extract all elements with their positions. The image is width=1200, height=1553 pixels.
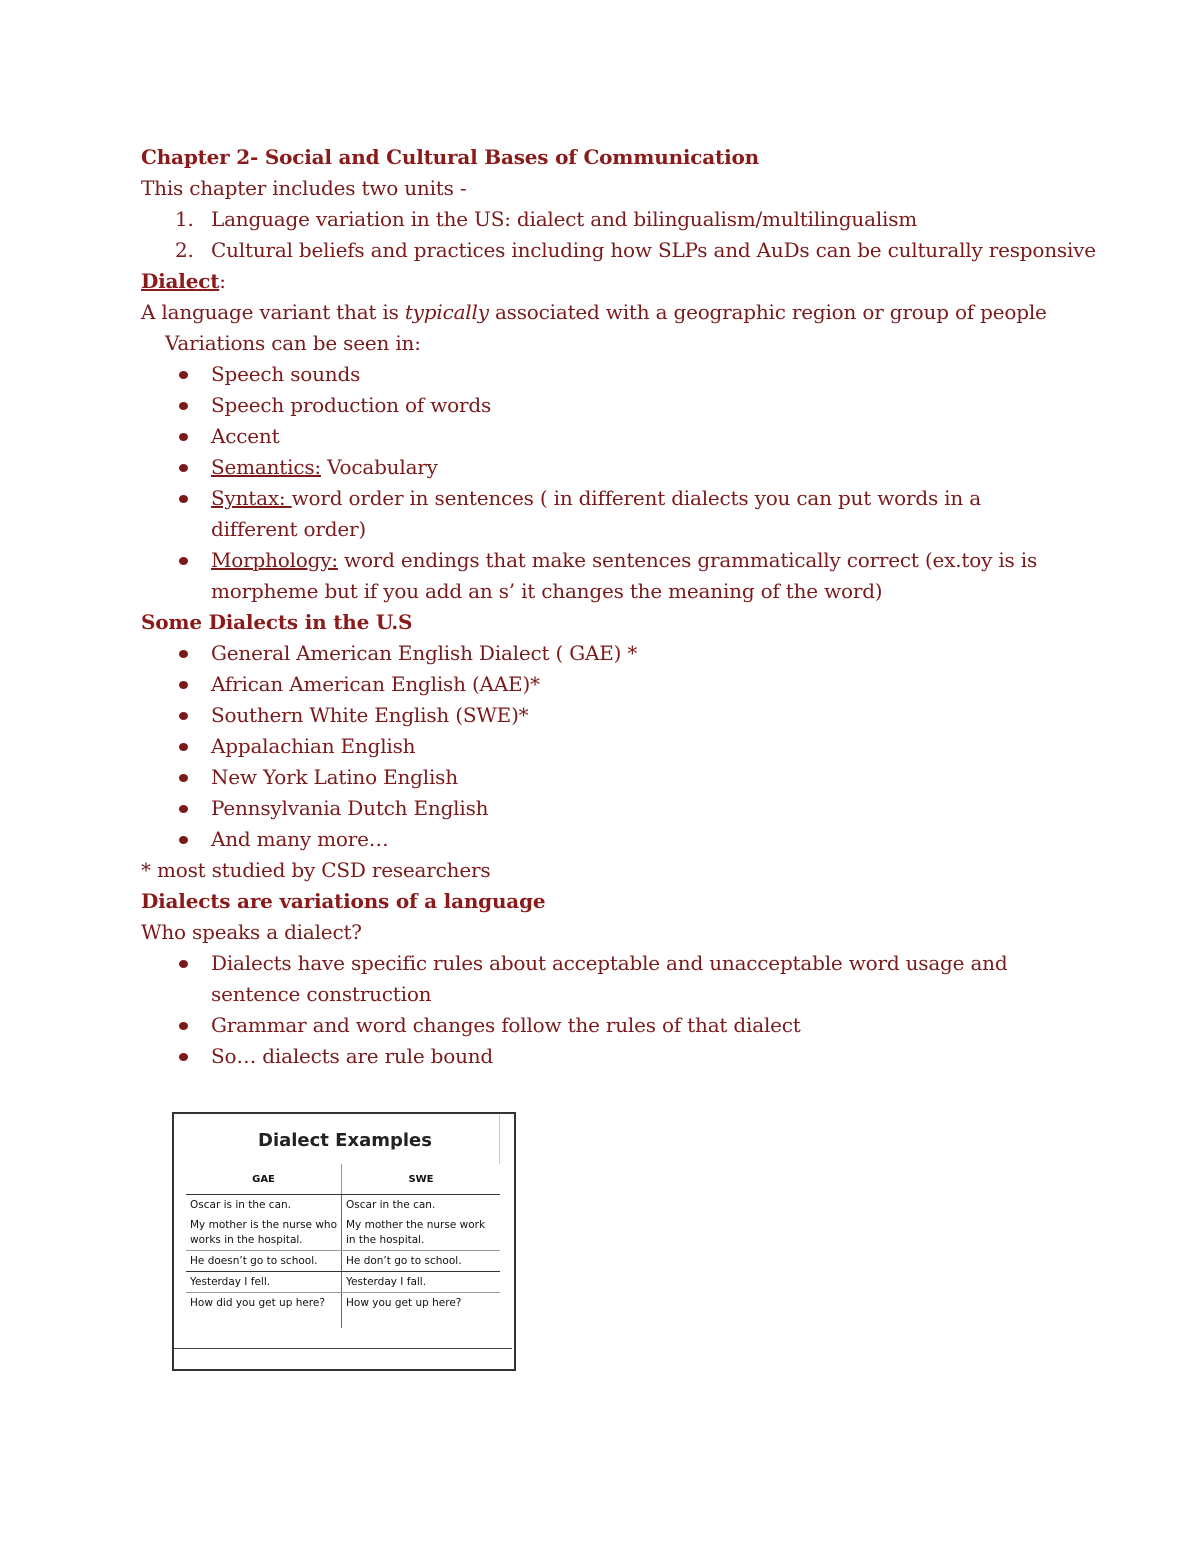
bullet-icon [179,836,188,844]
list-item: General American English Dialect ( GAE) * [141,638,1071,669]
divider [499,1114,500,1164]
us-dialects-list [141,638,1071,855]
us-dialects-heading: Some Dialects in the U.S [141,610,413,634]
who-speaks: Who speaks a dialect? [141,920,362,944]
list-item: Speech production of words [141,390,1071,421]
dialect-heading-line: Dialect: [141,269,226,293]
list-item: New York Latino English [141,762,1071,793]
bullet-icon [179,743,188,751]
list-item: So… dialects are rule bound [141,1041,1071,1072]
table-row [186,1215,500,1251]
bullet-icon [179,402,188,410]
bullet-icon [179,464,188,472]
list-item: African American English (AAE)* [141,669,1071,700]
bullet-icon [179,1022,188,1030]
document-page [141,142,1096,1072]
intro-text: This chapter includes two units - [141,176,467,200]
list-item: Dialects have specific rules about acceptable and unacceptable word usage and sentence construction [141,948,1071,1010]
variations-list [141,359,1071,607]
list-item: Speech sounds [141,359,1071,390]
bullet-icon [179,650,188,658]
list-item: 2. Cultural beliefs and practices including how SLPs and AuDs can be culturally responsive [175,238,1096,262]
table-cell: Oscar in the can. [346,1199,436,1211]
bullet-icon [179,557,188,565]
table-cell: How you get up here? [346,1297,462,1309]
table-row [186,1293,500,1329]
figure-title: Dialect Examples [258,1130,432,1151]
bullet-icon [179,805,188,813]
table-row [186,1195,500,1216]
bullet-icon [179,960,188,968]
table-cell: Yesterday I fell. [186,1272,342,1293]
dialect-heading: Dialect [141,269,220,293]
table-cell: My mother is the nurse who works in the hospital. [186,1215,342,1251]
footnote: * most studied by CSD researchers [141,858,491,882]
dialect-examples-table [186,1164,500,1328]
list-item: Syntax: word order in sentences ( in different dialects you can put words in a different order) [141,483,1071,545]
list-item: Morphology: word endings that make sentences grammatically correct (ex.toy is is morpheme but if you add an s’ it changes the meaning of the word) [141,545,1071,607]
list-item: Semantics: Vocabulary [141,452,1071,483]
variations-heading: Dialects are variations of a language [141,889,546,913]
table-cell: My mother the nurse work in the hospital. [342,1215,501,1251]
list-item: And many more… [141,824,1071,855]
variations-intro: Variations can be seen in: [165,331,421,355]
divider [174,1348,512,1349]
column-header-swe: SWE [342,1164,501,1195]
bullet-icon [179,774,188,782]
column-header-gae: GAE [186,1164,342,1195]
bullet-icon [179,433,188,441]
table-row [186,1251,500,1272]
bullet-icon [179,495,188,503]
rules-list [141,948,1071,1072]
bullet-icon [179,681,188,689]
list-item: Southern White English (SWE)* [141,700,1071,731]
table-cell: Yesterday I fall. [342,1272,501,1293]
units-list [141,204,1096,266]
table-cell: How did you get up here? [186,1293,342,1329]
list-item: Pennsylvania Dutch English [141,793,1071,824]
bullet-icon [179,371,188,379]
table-row [186,1272,500,1293]
list-item: 1. Language variation in the US: dialect and bilingualism/multilingualism [175,207,918,231]
list-item: Accent [141,421,1071,452]
dialect-definition: A language variant that is typically associated with a geographic region or group of people [141,300,1047,324]
table-cell: He doesn’t go to school. [186,1251,342,1272]
bullet-icon [179,1053,188,1061]
bullet-icon [179,712,188,720]
list-item: Appalachian English [141,731,1071,762]
table-cell: He don’t go to school. [342,1251,501,1272]
table-cell: Oscar is in the can. [186,1195,342,1216]
chapter-title: Chapter 2- Social and Cultural Bases of Communication [141,145,759,169]
list-item: Grammar and word changes follow the rules of that dialect [141,1010,1071,1041]
dialect-examples-figure [172,1112,516,1371]
